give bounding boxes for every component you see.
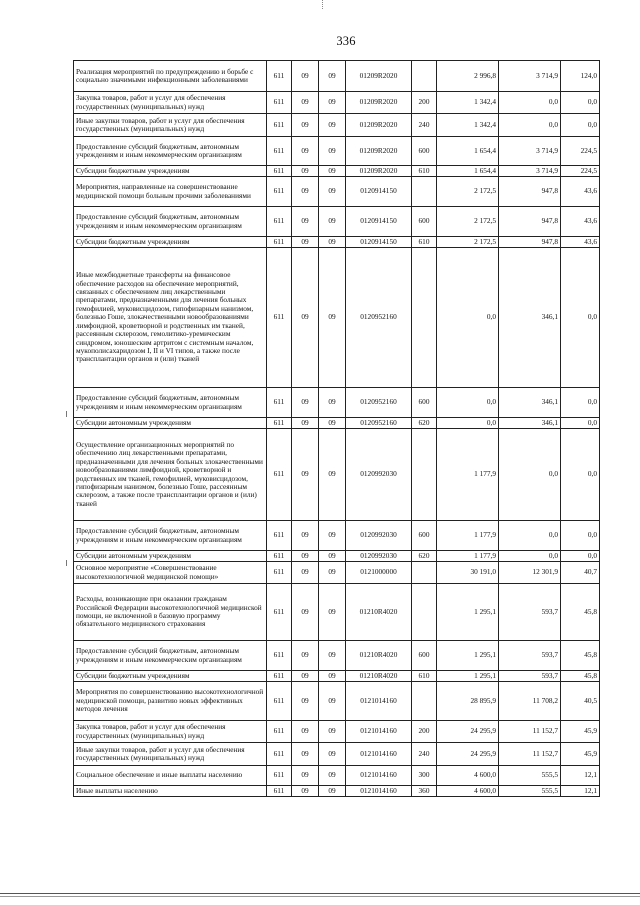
row-section-code: 09 (292, 521, 319, 551)
row-percent: 45,8 (561, 584, 600, 641)
row-plan-amount: 1 177,9 (437, 429, 499, 521)
row-target-code: 0121014160 (346, 682, 412, 721)
row-executed-amount: 0,0 (499, 551, 561, 562)
row-target-code: 01209R2020 (346, 92, 412, 114)
row-subsection-code: 09 (319, 207, 346, 237)
row-subsection-code: 09 (319, 92, 346, 114)
row-section-code: 09 (292, 429, 319, 521)
table-row (74, 743, 600, 766)
row-executed-amount: 11 152,7 (499, 743, 561, 766)
row-subsection-code: 09 (319, 671, 346, 682)
table-row (74, 207, 600, 237)
row-plan-amount: 30 191,0 (437, 562, 499, 584)
table-row (74, 584, 600, 641)
row-subsection-code: 09 (319, 562, 346, 584)
row-percent: 45,9 (561, 721, 600, 743)
row-section-code: 09 (292, 418, 319, 429)
row-subsection-code: 09 (319, 584, 346, 641)
row-percent: 12,1 (561, 766, 600, 786)
row-target-code: 0120992030 (346, 429, 412, 521)
row-expense-type: 240 (412, 743, 437, 766)
row-section-code: 09 (292, 166, 319, 177)
row-admin-code: 611 (267, 207, 292, 237)
row-admin-code: 611 (267, 61, 292, 92)
row-expense-type (412, 682, 437, 721)
row-name: Субсидии бюджетным учреждениям (74, 671, 267, 682)
row-percent: 40,5 (561, 682, 600, 721)
table-row (74, 641, 600, 671)
row-target-code: 0121014160 (346, 743, 412, 766)
row-executed-amount: 346,1 (499, 418, 561, 429)
row-name: Закупка товаров, работ и услуг для обеспечения государственных (муниципальных) нужд (74, 721, 267, 743)
row-plan-amount: 1 342,4 (437, 114, 499, 137)
row-target-code: 01210R4020 (346, 671, 412, 682)
row-executed-amount: 3 714,9 (499, 166, 561, 177)
row-name: Реализация мероприятий по предупреждению и борьбе с социально значимыми инфекционными заболеваниями (74, 61, 267, 92)
table-row (74, 114, 600, 137)
table-row (74, 671, 600, 682)
row-subsection-code: 09 (319, 177, 346, 207)
row-name: Предоставление субсидий бюджетным, автономным учреждениям и иным некоммерческим организациям (74, 521, 267, 551)
row-expense-type: 610 (412, 671, 437, 682)
row-plan-amount: 2 172,5 (437, 237, 499, 248)
row-expense-type: 600 (412, 641, 437, 671)
row-expense-type: 600 (412, 207, 437, 237)
row-subsection-code: 09 (319, 388, 346, 418)
row-section-code: 09 (292, 237, 319, 248)
row-admin-code: 611 (267, 671, 292, 682)
row-subsection-code: 09 (319, 418, 346, 429)
page-number: 336 (336, 34, 356, 48)
row-admin-code: 611 (267, 721, 292, 743)
row-target-code: 01210R4020 (346, 584, 412, 641)
row-target-code: 0121014160 (346, 766, 412, 786)
row-section-code: 09 (292, 61, 319, 92)
row-name: Иные межбюджетные трансферты на финансовое обеспечение расходов на обеспечение мероприятий, связанных с обеспечением лиц лекарственными препаратами, предназначенными для лечения больных гемофилией, муковисцидозом, гипофизарным нанизмом, болезнью Гоше, злокачественными новообразованиями лимфоидной, кроветворной и родственных им тканей, рассеянным склерозом, гемолитико-уремическим синдромом, юношеским артритом с системным началом, мукополисахаридозом I, II и VI типов, а также после трансплантации органов и (или) тканей (74, 248, 267, 388)
row-expense-type: 240 (412, 114, 437, 137)
row-percent: 0,0 (561, 92, 600, 114)
row-admin-code: 611 (267, 137, 292, 166)
row-admin-code: 611 (267, 562, 292, 584)
row-plan-amount: 1 295,1 (437, 671, 499, 682)
row-admin-code: 611 (267, 177, 292, 207)
table-row (74, 786, 600, 797)
row-expense-type: 200 (412, 721, 437, 743)
table-row (74, 248, 600, 388)
row-percent: 0,0 (561, 429, 600, 521)
row-executed-amount: 947,8 (499, 177, 561, 207)
row-target-code: 0120914150 (346, 177, 412, 207)
row-admin-code: 611 (267, 786, 292, 797)
row-section-code: 09 (292, 551, 319, 562)
row-target-code: 0120914150 (346, 237, 412, 248)
row-name: Субсидии бюджетным учреждениям (74, 166, 267, 177)
table-row (74, 721, 600, 743)
row-percent: 0,0 (561, 418, 600, 429)
row-plan-amount: 2 172,5 (437, 207, 499, 237)
scan-mark (66, 411, 67, 417)
row-plan-amount: 1 654,4 (437, 166, 499, 177)
budget-table (73, 60, 600, 797)
row-executed-amount: 593,7 (499, 671, 561, 682)
row-admin-code: 611 (267, 248, 292, 388)
row-name: Предоставление субсидий бюджетным, автономным учреждениям и иным некоммерческим организациям (74, 137, 267, 166)
row-admin-code: 611 (267, 237, 292, 248)
row-section-code: 09 (292, 584, 319, 641)
row-name: Иные выплаты населению (74, 786, 267, 797)
row-plan-amount: 0,0 (437, 248, 499, 388)
table-row (74, 682, 600, 721)
row-executed-amount: 555,5 (499, 786, 561, 797)
row-expense-type (412, 429, 437, 521)
row-plan-amount: 1 295,1 (437, 641, 499, 671)
row-section-code: 09 (292, 137, 319, 166)
table-row (74, 388, 600, 418)
row-section-code: 09 (292, 388, 319, 418)
bottom-rule (0, 893, 640, 897)
row-name: Субсидии автономным учреждениям (74, 418, 267, 429)
row-executed-amount: 346,1 (499, 248, 561, 388)
row-name: Субсидии автономным учреждениям (74, 551, 267, 562)
table-row (74, 429, 600, 521)
row-target-code: 0120952160 (346, 388, 412, 418)
row-name: Иные закупки товаров, работ и услуг для обеспечения государственных (муниципальных) нужд (74, 114, 267, 137)
row-name: Иные закупки товаров, работ и услуг для обеспечения государственных (муниципальных) нужд (74, 743, 267, 766)
row-executed-amount: 11 708,2 (499, 682, 561, 721)
row-subsection-code: 09 (319, 237, 346, 248)
row-expense-type: 600 (412, 521, 437, 551)
row-percent: 43,6 (561, 177, 600, 207)
row-target-code: 0120992030 (346, 551, 412, 562)
row-executed-amount: 3 714,9 (499, 137, 561, 166)
row-admin-code: 611 (267, 584, 292, 641)
row-admin-code: 611 (267, 743, 292, 766)
row-section-code: 09 (292, 114, 319, 137)
row-target-code: 01209R2020 (346, 166, 412, 177)
row-subsection-code: 09 (319, 248, 346, 388)
row-admin-code: 611 (267, 114, 292, 137)
row-section-code: 09 (292, 743, 319, 766)
row-admin-code: 611 (267, 92, 292, 114)
row-target-code: 0120952160 (346, 418, 412, 429)
row-admin-code: 611 (267, 388, 292, 418)
row-expense-type: 620 (412, 418, 437, 429)
table-row (74, 92, 600, 114)
scan-mark (66, 560, 67, 566)
row-expense-type (412, 584, 437, 641)
scan-mark (322, 0, 324, 9)
row-executed-amount: 593,7 (499, 641, 561, 671)
row-subsection-code: 09 (319, 682, 346, 721)
table-row (74, 137, 600, 166)
row-admin-code: 611 (267, 551, 292, 562)
row-target-code: 01210R4020 (346, 641, 412, 671)
row-expense-type: 200 (412, 92, 437, 114)
row-plan-amount: 1 654,4 (437, 137, 499, 166)
row-name: Предоставление субсидий бюджетным, автономным учреждениям и иным некоммерческим организациям (74, 207, 267, 237)
table-row (74, 61, 600, 92)
row-section-code: 09 (292, 562, 319, 584)
table-row (74, 177, 600, 207)
row-section-code: 09 (292, 207, 319, 237)
row-subsection-code: 09 (319, 786, 346, 797)
row-subsection-code: 09 (319, 137, 346, 166)
row-name: Предоставление субсидий бюджетным, автономным учреждениям и иным некоммерческим организациям (74, 641, 267, 671)
row-percent: 45,9 (561, 743, 600, 766)
row-section-code: 09 (292, 92, 319, 114)
row-target-code: 0121000000 (346, 562, 412, 584)
row-subsection-code: 09 (319, 114, 346, 137)
row-percent: 224,5 (561, 137, 600, 166)
row-admin-code: 611 (267, 429, 292, 521)
row-subsection-code: 09 (319, 766, 346, 786)
row-section-code: 09 (292, 682, 319, 721)
row-percent: 0,0 (561, 551, 600, 562)
row-name: Основное мероприятие «Совершенствование высокотехнологичной медицинской помощи» (74, 562, 267, 584)
table-row (74, 766, 600, 786)
row-admin-code: 611 (267, 521, 292, 551)
row-name: Расходы, возникающие при оказании гражданам Российской Федерации высокотехнологичной медицинской помощи, не включенной в базовую программу обязательного медицинского страхования (74, 584, 267, 641)
row-expense-type: 610 (412, 166, 437, 177)
row-name: Мероприятия, направленные на совершенствование медицинской помощи больным прочими заболеваниями (74, 177, 267, 207)
row-executed-amount: 947,8 (499, 237, 561, 248)
row-target-code: 01209R2020 (346, 114, 412, 137)
row-percent: 40,7 (561, 562, 600, 584)
row-name: Мероприятия по совершенствованию высокотехнологичной медицинской помощи, развитию новых эффективных методов лечения (74, 682, 267, 721)
row-plan-amount: 1 295,1 (437, 584, 499, 641)
row-target-code: 01209R2020 (346, 61, 412, 92)
row-expense-type: 610 (412, 237, 437, 248)
row-percent: 124,0 (561, 61, 600, 92)
table-row (74, 521, 600, 551)
row-executed-amount: 555,5 (499, 766, 561, 786)
row-plan-amount: 1 177,9 (437, 521, 499, 551)
row-expense-type (412, 177, 437, 207)
row-plan-amount: 28 895,9 (437, 682, 499, 721)
row-admin-code: 611 (267, 166, 292, 177)
row-executed-amount: 0,0 (499, 92, 561, 114)
row-subsection-code: 09 (319, 521, 346, 551)
row-target-code: 0120952160 (346, 248, 412, 388)
table-row (74, 562, 600, 584)
row-executed-amount: 12 301,9 (499, 562, 561, 584)
budget-table-body (74, 61, 600, 797)
row-admin-code: 611 (267, 641, 292, 671)
row-executed-amount: 0,0 (499, 429, 561, 521)
row-expense-type: 300 (412, 766, 437, 786)
row-target-code: 01209R2020 (346, 137, 412, 166)
row-plan-amount: 24 295,9 (437, 743, 499, 766)
row-plan-amount: 4 600,0 (437, 786, 499, 797)
row-section-code: 09 (292, 248, 319, 388)
row-section-code: 09 (292, 786, 319, 797)
row-admin-code: 611 (267, 418, 292, 429)
row-target-code: 0120992030 (346, 521, 412, 551)
table-row (74, 418, 600, 429)
row-expense-type (412, 248, 437, 388)
row-plan-amount: 2 996,8 (437, 61, 499, 92)
table-row (74, 551, 600, 562)
row-plan-amount: 0,0 (437, 388, 499, 418)
row-executed-amount: 0,0 (499, 114, 561, 137)
table-row (74, 166, 600, 177)
row-percent: 0,0 (561, 248, 600, 388)
row-section-code: 09 (292, 177, 319, 207)
row-subsection-code: 09 (319, 61, 346, 92)
row-plan-amount: 2 172,5 (437, 177, 499, 207)
row-admin-code: 611 (267, 766, 292, 786)
row-name: Осуществление организационных мероприятий по обеспечению лиц лекарственными препаратами, предназначенными для лечения больных злокачественными новообразованиями лимфоидной, кроветворной и родственных им тканей, гемофилией, муковисцидозом, гипофизарным нанизмом, болезнью Гоше, рассеянным склерозом, а также после трансплантации органов и (или) тканей (74, 429, 267, 521)
row-percent: 43,6 (561, 207, 600, 237)
row-executed-amount: 0,0 (499, 521, 561, 551)
row-expense-type (412, 61, 437, 92)
row-subsection-code: 09 (319, 641, 346, 671)
row-admin-code: 611 (267, 682, 292, 721)
row-expense-type: 600 (412, 137, 437, 166)
row-executed-amount: 3 714,9 (499, 61, 561, 92)
row-expense-type: 620 (412, 551, 437, 562)
row-subsection-code: 09 (319, 743, 346, 766)
row-subsection-code: 09 (319, 551, 346, 562)
row-percent: 0,0 (561, 114, 600, 137)
row-plan-amount: 4 600,0 (437, 766, 499, 786)
row-section-code: 09 (292, 766, 319, 786)
row-executed-amount: 346,1 (499, 388, 561, 418)
row-target-code: 0121014160 (346, 786, 412, 797)
row-plan-amount: 0,0 (437, 418, 499, 429)
row-percent: 0,0 (561, 521, 600, 551)
row-plan-amount: 1 342,4 (437, 92, 499, 114)
row-executed-amount: 947,8 (499, 207, 561, 237)
row-plan-amount: 1 177,9 (437, 551, 499, 562)
row-percent: 224,5 (561, 166, 600, 177)
row-percent: 43,6 (561, 237, 600, 248)
row-plan-amount: 24 295,9 (437, 721, 499, 743)
row-subsection-code: 09 (319, 429, 346, 521)
row-executed-amount: 593,7 (499, 584, 561, 641)
row-expense-type: 600 (412, 388, 437, 418)
row-expense-type (412, 562, 437, 584)
row-percent: 45,8 (561, 671, 600, 682)
row-section-code: 09 (292, 641, 319, 671)
row-name: Субсидии бюджетным учреждениям (74, 237, 267, 248)
row-section-code: 09 (292, 671, 319, 682)
row-expense-type: 360 (412, 786, 437, 797)
row-subsection-code: 09 (319, 166, 346, 177)
row-section-code: 09 (292, 721, 319, 743)
row-target-code: 0120914150 (346, 207, 412, 237)
row-executed-amount: 11 152,7 (499, 721, 561, 743)
table-row (74, 237, 600, 248)
row-name: Закупка товаров, работ и услуг для обеспечения государственных (муниципальных) нужд (74, 92, 267, 114)
row-name: Предоставление субсидий бюджетным, автономным учреждениям и иным некоммерческим организациям (74, 388, 267, 418)
row-target-code: 0121014160 (346, 721, 412, 743)
row-percent: 0,0 (561, 388, 600, 418)
row-percent: 12,1 (561, 786, 600, 797)
row-subsection-code: 09 (319, 721, 346, 743)
row-percent: 45,8 (561, 641, 600, 671)
row-name: Социальное обеспечение и иные выплаты населению (74, 766, 267, 786)
